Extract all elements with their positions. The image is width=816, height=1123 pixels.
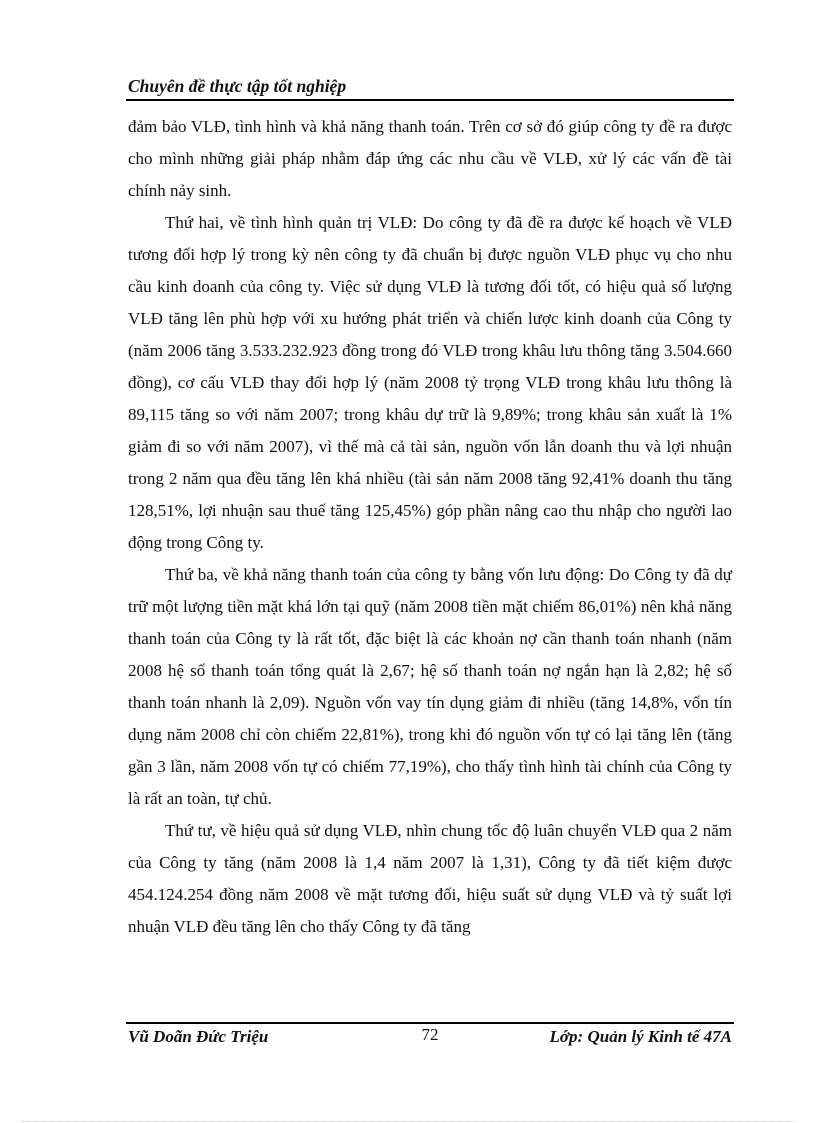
paragraph-4: Thứ tư, về hiệu quả sử dụng VLĐ, nhìn chung tốc độ luân chuyển VLĐ qua 2 năm của Công ty tăng (năm 2008 là 1,4 năm 2007 là 1,31), Công ty đã tiết kiệm được 454.124.254 đồng năm 2008 về mặt tương đối, hiệu suất sử dụng VLĐ và tỷ suất lợi nhuận VLĐ đều tăng lên cho thấy Công ty đã tăng [128,821,732,936]
header-rule [126,99,734,101]
paragraph-2: Thứ hai, về tình hình quản trị VLĐ: Do công ty đã đề ra được kế hoạch về VLĐ tương đối hợp lý trong kỳ nên công ty đã chuẩn bị được nguồn VLĐ phục vụ cho nhu cầu kinh doanh của công ty. Việc sử dụng VLĐ là tương đối tốt, có hiệu quả số lượng VLĐ tăng lên phù hợp với xu hướng phát triển và chiến lược kinh doanh của Công ty (năm 2006 tăng 3.533.232.923 đồng trong đó VLĐ trong khâu lưu thông tăng 3.504.660 đồng), cơ cấu VLĐ thay đổi hợp lý (năm 2008 tỷ trọng VLĐ trong khâu lưu thông là 89,115 tăng so với năm 2007; trong khâu dự trữ là 9,89%; trong khâu sản xuất là 1% giảm đi so với năm 2007), vì thế mà cả tài sản, nguồn vốn lẫn doanh thu và lợi nhuận trong 2 năm qua đều tăng lên khá nhiều (tài sản năm 2008 tăng 92,41% doanh thu tăng 128,51%, lợi nhuận sau thuế tăng 125,45%) góp phần nâng cao thu nhập cho người lao động trong Công ty. [128,213,732,552]
footer-class-label: Lớp: Quản lý Kinh tế 47A [549,1027,732,1046]
body-text [128,111,732,943]
footer-rule [126,1022,734,1024]
page-number: 72 [421,1025,439,1044]
footer-author: Vũ Doãn Đức Triệu [128,1027,269,1046]
paragraph-1: đảm bảo VLĐ, tình hình và khả năng thanh toán. Trên cơ sở đó giúp công ty đề ra được cho mình những giải pháp nhằm đáp ứng các nhu cầu về VLĐ, xử lý các vấn đề tài chính nảy sinh. [128,117,732,200]
page-bottom-dotted-line [22,1121,794,1122]
paragraph-3: Thứ ba, về khả năng thanh toán của công ty bằng vốn lưu động: Do Công ty đã dự trữ một lượng tiền mặt khá lớn tại quỹ (năm 2008 tiền mặt chiếm 86,01%) nên khả năng thanh toán của Công ty là rất tốt, đặc biệt là các khoản nợ cần thanh toán nhanh (năm 2008 hệ số thanh toán tổng quát là 2,67; hệ số thanh toán nợ ngắn hạn là 2,82; hệ số thanh toán nhanh là 2,09). Nguồn vốn vay tín dụng giảm đi nhiều (tăng 14,8%, vốn tín dụng năm 2008 chỉ còn chiếm 22,81%), trong khi đó nguồn vốn tự có lại tăng lên (tăng gần 3 lần, năm 2008 vốn tự có chiếm 77,19%), cho thấy tình hình tài chính của Công ty là rất an toàn, tự chủ. [128,565,732,808]
header-title: Chuyên đề thực tập tốt nghiệp [128,76,347,96]
